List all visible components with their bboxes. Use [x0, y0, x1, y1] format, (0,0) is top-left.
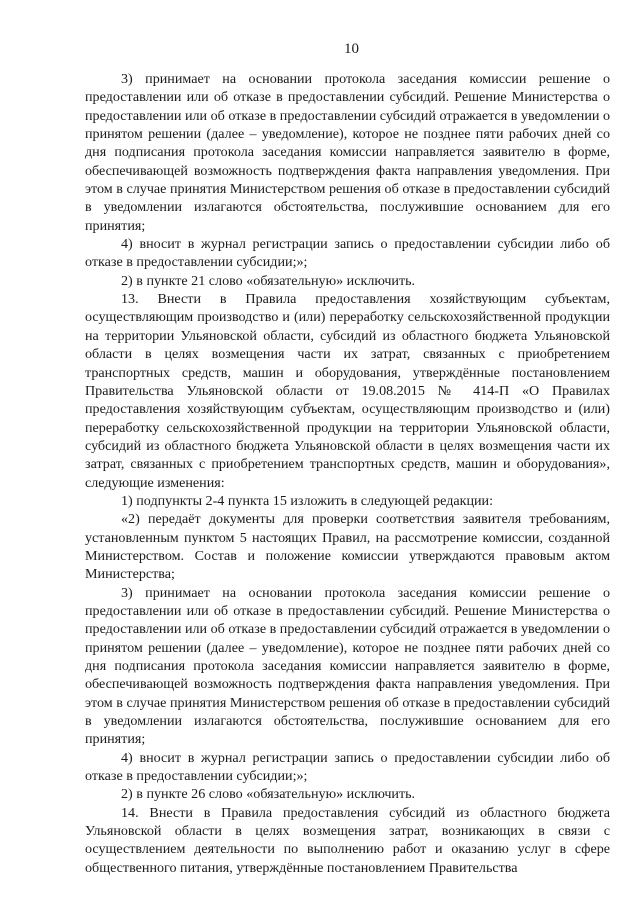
paragraph-3-decision: 3) принимает на основании протокола заседания комиссии решение о предоставлении или об отказе в предоставлении субсидий. Решение Министерства о предоставлении или об отказе в предоставлении субсидий отражается в уведомлении о принятом решении (далее – уведомление), которое не позднее пяти рабочих дней со дня подписания протокола заседания комиссии направляется заявителю в форме, обеспечивающей возможность подтверждения факта направления уведомления. При этом в случае принятия Министерством решения об отказе в предоставлении субсидий в уведомлении излагаются обстоятельства, послужившие основанием для его принятия;: [85, 71, 611, 234]
paragraph-1-subpoints: 1) подпункты 2-4 пункта 15 изложить в следующей редакции:: [121, 492, 494, 509]
document-body: [85, 70, 610, 877]
paragraph-2-documents: «2) передаёт документы для проверки соответствия заявителя требованиям, установленным пунктом 5 настоящих Правил, на рассмотрение комиссии, созданной Министерством. Состав и положение комиссии утверждаются правовым актом Министерства;: [85, 511, 610, 583]
page-number: 10: [344, 41, 359, 57]
paragraph-4-journal-repeat: 4) вносит в журнал регистрации запись о предоставлении субсидии либо об отказе в предоставлении субсидии;»;: [85, 749, 610, 785]
paragraph-2-point-26: 2) в пункте 26 слово «обязательную» исключить.: [121, 786, 416, 803]
paragraph-13-amendments: 13. Внести в Правила предоставления хозяйствующим субъектам, осуществляющим производство и (или) переработку сельскохозяйственной продукции на территории Ульяновской области, субсидий из областного бюджета Ульяновской области в целях возмещения части их затрат, связанных с приобретением транспортных средств, машин и оборудования, утверждённые постановлением Правительства Ульяновской области от 19.08.2015 № 414-П «О Правилах предоставления хозяйствующим субъектам, осуществляющим производство и (или) переработку сельскохозяйственной продукции на территории Ульяновской области, субсидий из областного бюджета Ульяновской области в целях возмещения части их затрат, связанных с приобретением транспортных средств, машин и оборудования», следующие изменения:: [85, 291, 610, 491]
paragraph-2-point-21: 2) в пункте 21 слово «обязательную» исключить.: [121, 272, 416, 289]
paragraph-3-decision-repeat: 3) принимает на основании протокола заседания комиссии решение о предоставлении или об отказе в предоставлении субсидий. Решение Министерства о предоставлении или об отказе в предоставлении субсидий отражается в уведомлении о принятом решении (далее – уведомление), которое не позднее пяти рабочих дней со дня подписания протокола заседания комиссии направляется заявителю в форме, обеспечивающей возможность подтверждения факта направления уведомления. При этом в случае принятия Министерством решения об отказе в предоставлении субсидий в уведомлении излагаются обстоятельства, послужившие основанием для его принятия;: [85, 584, 611, 748]
paragraph-14-amendments: 14. Внести в Правила предоставления субсидий из областного бюджета Ульяновской области в целях возмещения затрат, возникающих в связи с осуществлением деятельности по выполнению работ и оказанию услуг в сфере общественного питания, утверждённые постановлением Правительства: [85, 804, 610, 876]
paragraph-4-journal: 4) вносит в журнал регистрации запись о предоставлении субсидии либо об отказе в предоставлении субсидии;»;: [85, 236, 610, 271]
